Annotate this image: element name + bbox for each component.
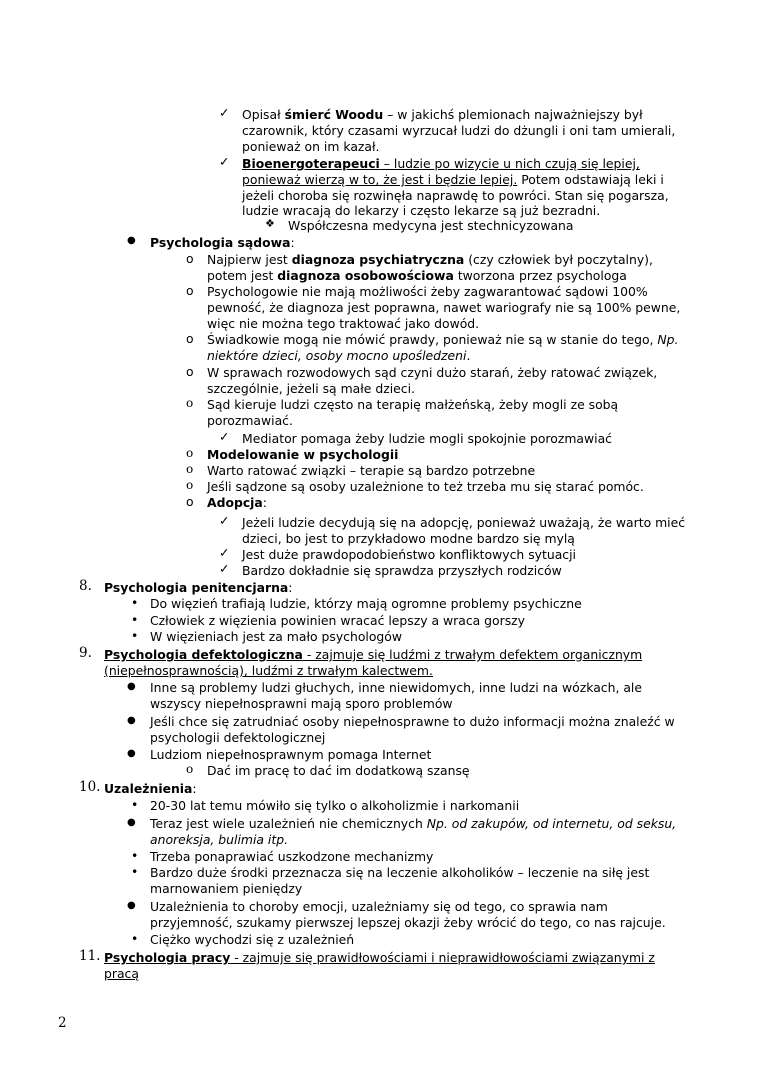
sadowa-item-3-line1: Świadkowie mogą nie mówić prawdy, ponieważ nie są w stanie do tego, Np. <box>207 332 679 347</box>
sadowa-item-1-line1: Najpierw jest diagnoza psychiatryczna (czy człowiek był poczytalny), <box>207 252 653 267</box>
bullet-icon: • <box>131 797 139 812</box>
circle-bullet-icon: o <box>186 331 194 346</box>
defektologiczna-item-1-line1: Inne są problemy ludzi głuchych, inne niewidomych, inne ludzi na wózkach, ale <box>150 680 642 695</box>
circle-bullet-icon: o <box>186 462 194 476</box>
bullet-icon: • <box>131 848 139 863</box>
sadowa-item-4-line1: W sprawach rozwodowych sąd czyni dużo starań, żeby ratować związek, <box>207 365 658 380</box>
bullet-icon: ● <box>127 900 136 911</box>
sadowa-item-3-line2: niektóre dzieci, osoby mocno upośledzeni. <box>207 348 471 363</box>
section-number-8: 8. <box>79 578 92 594</box>
section-title-pracy: Psychologia pracy - zajmuje się prawidłowościami i nieprawidłowościami związanymi z <box>104 950 655 965</box>
adopcja-sub-3: Bardzo dokładnie się sprawdza przyszłych rodziców <box>242 563 562 578</box>
defektologiczna-sub-item: Dać im pracę to dać im dodatkową szansę <box>207 763 470 778</box>
penitencjarna-item-2: Człowiek z więzienia powinien wracać lepszy a wraca gorszy <box>150 613 526 628</box>
bullet-icon: • <box>131 931 139 946</box>
sadowa-item-5-line2: porozmawiać. <box>207 413 293 428</box>
section-number-10: 10. <box>79 779 101 795</box>
penitencjarna-item-3: W więzieniach jest za mało psychologów <box>150 629 403 644</box>
sadowa-item-5-line1: Sąd kieruje ludzi często na terapię małżeńską, żeby mogli ze sobą <box>207 397 619 412</box>
sadowa-item-2-line2: pewność, że diagnoza jest poprawna, nawet wariografy nie są 100% pewne, <box>207 300 681 315</box>
circle-bullet-icon: o <box>186 364 194 379</box>
defektologiczna-item-3: Ludziom niepełnosprawnym pomaga Internet <box>150 747 432 762</box>
uzaleznienia-item-5-line1: Uzależnienia to choroby emocji, uzależniamy się od tego, co sprawia nam <box>150 899 608 914</box>
check-item-bioenergo-line4: ludzie wracają do lekarzy i często lekarze są już bezradni. <box>242 203 601 218</box>
jesli-item: Jeśli sądzone są osoby uzależnione to też trzeba mu się starać pomóc. <box>207 479 644 494</box>
sadowa-item-1-line2: potem jest diagnoza osobowościowa tworzona przez psychologa <box>207 268 627 283</box>
uzaleznienia-item-4-line1: Bardzo duże środki przeznacza się na leczenie alkoholików – leczenie na siłę jest <box>150 865 650 880</box>
uzaleznienia-item-6: Ciężko wychodzi się z uzależnień <box>150 932 355 947</box>
bullet-icon: • <box>131 595 139 610</box>
page-number: 2 <box>58 1015 67 1031</box>
bullet-icon: • <box>131 628 139 643</box>
bullet-icon: ● <box>127 748 136 759</box>
checkmark-icon: ✓ <box>219 545 230 560</box>
defektologiczna-item-2-line2: psychologii defektologicznej <box>150 730 326 745</box>
adopcja-sub-1-line2: dzieci, bo jest to przykładowo modne bardzo się mylą <box>242 531 575 546</box>
check-item-wood-line1: Opisał śmierć Woodu – w jakichś plemionach najważniejszy był <box>242 107 643 122</box>
checkmark-icon: ✓ <box>219 429 230 444</box>
section-number-9: 9. <box>79 645 92 661</box>
adopcja-sub-1-line1: Jeżeli ludzie decydują się na adopcję, ponieważ uważają, że warto mieć <box>242 515 686 530</box>
sadowa-item-2-line3: więc nie można tego traktować jako dowód. <box>207 316 480 331</box>
check-item-bioenergo-line3: jeżeli choroba się rozwinęła naprawdę to powróci. Stan się pogarsza, <box>242 188 669 203</box>
adopcja-item: Adopcja: <box>207 495 267 510</box>
bullet-icon: ● <box>127 681 136 692</box>
bullet-icon: • <box>131 864 139 879</box>
check-item-bioenergo-line2: ponieważ wierzą w to, że jest i będzie lepiej. Potem odstawiają leki i <box>242 172 664 187</box>
uzaleznienia-item-2-line1: Teraz jest wiele uzależnień nie chemicznych Np. od zakupów, od internetu, od seksu, <box>150 816 677 831</box>
mediator-item: Mediator pomaga żeby ludzie mogli spokojnie porozmawiać <box>242 431 612 446</box>
checkmark-icon: ✓ <box>219 154 230 169</box>
checkmark-icon: ✓ <box>219 513 230 528</box>
section-title-penitencjarna: Psychologia penitencjarna: <box>104 580 293 595</box>
circle-bullet-icon: o <box>186 283 194 298</box>
bullet-icon: ● <box>127 715 136 726</box>
defektologiczna-item-2-line1: Jeśli chce się zatrudniać osoby niepełnosprawne to dużo informacji można znaleźć w <box>150 714 675 729</box>
section-title-sadowa: Psychologia sądowa: <box>150 235 295 250</box>
bullet-icon: ● <box>127 817 136 828</box>
section-title-defektologiczna: Psychologia defektologiczna - zajmuje się ludźmi z trwałym defektem organicznym <box>104 647 643 662</box>
uzaleznienia-item-1: 20-30 lat temu mówiło się tylko o alkoholizmie i narkomanii <box>150 798 520 813</box>
uzaleznienia-item-2-line2: anoreksja, bulimia itp. <box>150 832 289 847</box>
defektologiczna-item-1-line2: wszyscy niepełnosprawni mają sporo problemów <box>150 696 453 711</box>
sadowa-item-4-line2: szczególnie, jeżeli są małe dzieci. <box>207 381 415 396</box>
defektologiczna-desc-line2: (niepełnosprawnością), ludźmi z trwałym kalectwem. <box>104 663 433 678</box>
checkmark-icon: ✓ <box>219 561 230 576</box>
check-item-wood-line3: ponieważ on im kazał. <box>242 139 380 154</box>
uzaleznienia-item-4-line2: marnowaniem pieniędzy <box>150 881 303 896</box>
circle-bullet-icon: o <box>186 478 194 492</box>
circle-bullet-icon: o <box>186 251 194 266</box>
uzaleznienia-item-3: Trzeba ponaprawiać uszkodzone mechanizmy <box>150 849 434 864</box>
sadowa-item-2-line1: Psychologowie nie mają możliwości żeby zagwarantować sądowi 100% <box>207 284 648 299</box>
pracy-desc-line2: pracą <box>104 966 139 981</box>
checkmark-icon: ✓ <box>219 105 230 120</box>
circle-bullet-icon: o <box>186 494 194 509</box>
diamond-icon: ❖ <box>265 217 275 230</box>
section-number-11: 11. <box>79 948 101 964</box>
section-title-uzaleznienia: Uzależnienia: <box>104 781 197 796</box>
circle-bullet-icon: o <box>186 762 194 776</box>
warto-item: Warto ratować związki – terapie są bardzo potrzebne <box>207 463 536 478</box>
bullet-icon: • <box>131 612 139 627</box>
circle-bullet-icon: o <box>186 396 194 410</box>
modelowanie-item: Modelowanie w psychologii <box>207 447 399 462</box>
diamond-item: Współczesna medycyna jest stechnicyzowana <box>288 218 574 233</box>
adopcja-sub-2: Jest duże prawdopodobieństwo konfliktowych sytuacji <box>242 547 576 562</box>
circle-bullet-icon: o <box>186 446 194 460</box>
penitencjarna-item-1: Do więzień trafiają ludzie, którzy mają ogromne problemy psychiczne <box>150 596 582 611</box>
bullet-icon: ● <box>127 235 136 246</box>
uzaleznienia-item-5-line2: przyjemność, szukamy pierwszej lepszej okazji żeby wrócić do tego, co nas rajcuje. <box>150 915 666 930</box>
check-item-bioenergo-line1: Bioenergoterapeuci – ludzie po wizycie u nich czują się lepiej, <box>242 156 640 171</box>
check-item-wood-line2: czarownik, który czasami wyrzucał ludzi do dżungli i oni tam umierali, <box>242 123 676 138</box>
